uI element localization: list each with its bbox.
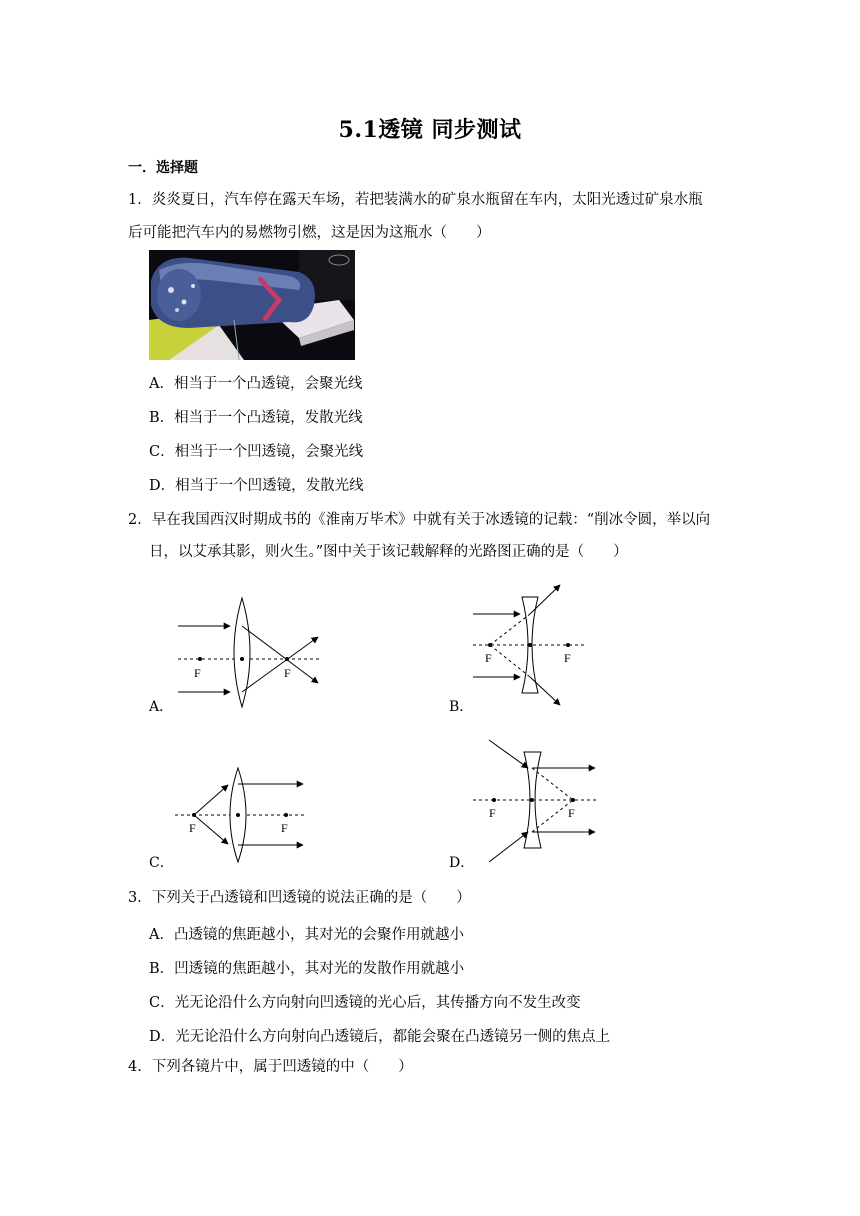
q3-option-c: C．光无论沿什么方向射向凹透镜的光心后，其传播方向不发生改变 [149,995,581,1011]
page-title: 5.1透镜 同步测试 [338,117,522,143]
question-2-line-1: 2．早在我国西汉时期成书的《淮南万毕术》中就有关于冰透镜的记载：“削冰令圆，举以向 [128,512,711,528]
diagram-d-focus-left: F [489,806,496,820]
diagram-b-focus-right: F [564,651,571,665]
q3-option-b: B．凹透镜的焦距越小，其对光的发散作用就越小 [149,961,465,977]
question-2-line-2: 日，以艾承其影，则火生。”图中关于该记载解释的光路图正确的是（ ） [149,544,628,560]
diagram-a-convex-converging [178,598,320,707]
diagram-b-concave-diverging [473,585,585,705]
diagram-a-focus-left: F [194,666,201,680]
diagram-d-focus-right: F [568,806,575,820]
diagram-c-focus-left: F [189,821,196,835]
question-3-line-1: 3．下列关于凸透镜和凹透镜的说法正确的是（ ） [128,890,471,906]
diagram-c-label: C． [149,855,174,871]
q1-option-a: A．相当于一个凸透镜，会聚光线 [149,376,363,392]
diagram-d-concave-to-focus [473,740,597,862]
question-4-line-1: 4．下列各镜片中，属于凹透镜的中（ ） [128,1059,413,1075]
diagram-a-focus-right: F [284,666,291,680]
q3-option-a: A．凸透镜的焦距越小，其对光的会聚作用就越小 [149,927,464,943]
q1-option-b: B．相当于一个凸透镜，发散光线 [149,410,363,426]
diagram-b-label: B． [449,699,474,715]
question-1-line-1: 1．炎炎夏日，汽车停在露天车场，若把装满水的矿泉水瓶留在车内，太阳光透过矿泉水瓶 [128,192,703,208]
diagram-c-convex-from-focus [175,768,305,862]
q1-option-c: C．相当于一个凹透镜，会聚光线 [149,444,364,460]
diagram-a-label: A． [149,699,174,715]
q1-option-d: D．相当于一个凹透镜，发散光线 [149,478,364,494]
section-heading: 一．选择题 [128,160,198,176]
diagram-c-focus-right: F [281,821,288,835]
q3-option-d: D．光无论沿什么方向射向凸透镜后，都能会聚在凸透镜另一侧的焦点上 [149,1029,611,1045]
question-1-line-2: 后可能把汽车内的易燃物引燃，这是因为这瓶水（ ） [128,225,491,241]
diagram-b-focus-left: F [485,651,492,665]
diagram-d-label: D． [449,855,475,871]
